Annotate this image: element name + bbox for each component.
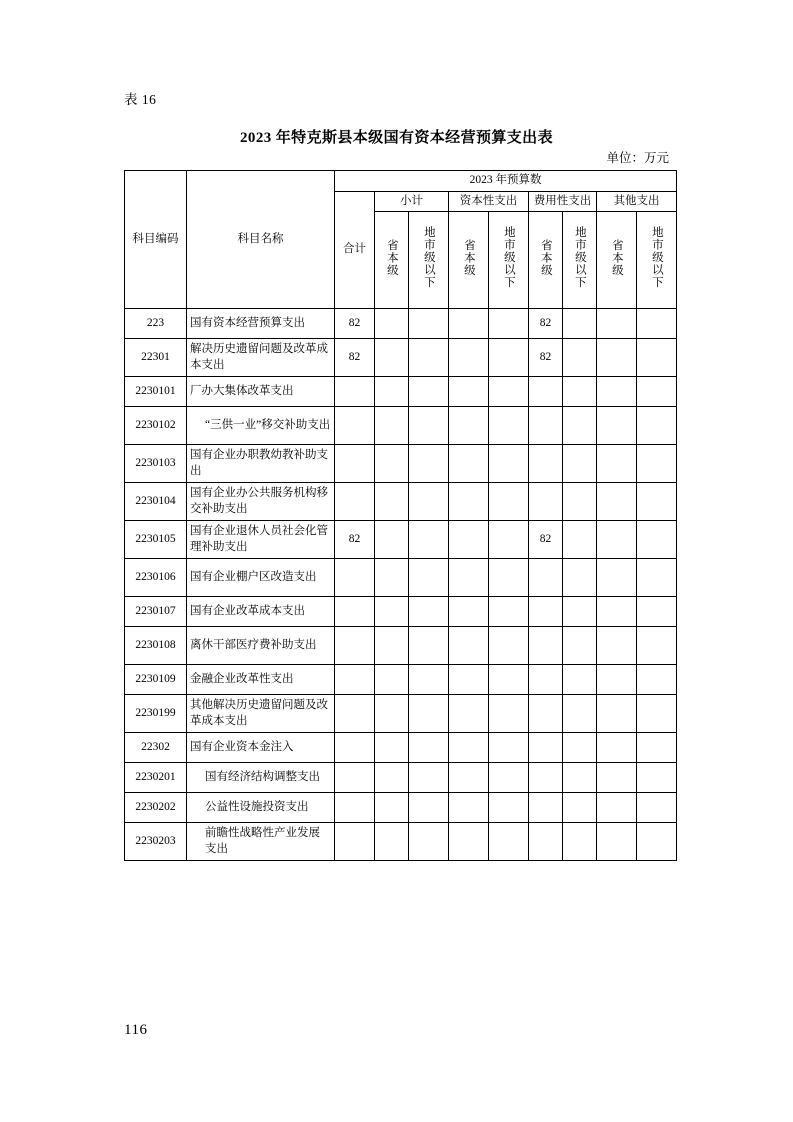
row-value-4: [529, 793, 563, 823]
row-value-4: [529, 695, 563, 733]
row-value-2: [449, 407, 489, 445]
row-value-7: [637, 793, 677, 823]
row-value-3: [489, 407, 529, 445]
row-value-4: [529, 627, 563, 665]
row-value-7: [637, 407, 677, 445]
row-name: 国有企业改革成本支出: [187, 597, 335, 627]
row-value-4: [529, 559, 563, 597]
row-value-2: [449, 445, 489, 483]
page-number: 116: [124, 1022, 148, 1038]
row-value-0: [375, 823, 409, 861]
row-name: 国有企业资本金注入: [187, 733, 335, 763]
row-value-1: [409, 733, 449, 763]
row-value-7: [637, 309, 677, 339]
row-value-2: [449, 597, 489, 627]
row-value-7: [637, 483, 677, 521]
row-value-2: [449, 823, 489, 861]
row-value-5: [563, 695, 597, 733]
row-value-3: [489, 339, 529, 377]
row-total: [335, 559, 375, 597]
row-value-4: [529, 445, 563, 483]
row-value-6: [597, 559, 637, 597]
header-sub-6: 省本级: [597, 212, 637, 309]
table-row: [125, 559, 677, 597]
row-value-2: [449, 483, 489, 521]
row-value-5: [563, 665, 597, 695]
row-value-3: [489, 483, 529, 521]
row-value-4: 82: [529, 521, 563, 559]
row-value-0: [375, 665, 409, 695]
row-value-2: [449, 733, 489, 763]
row-value-2: [449, 559, 489, 597]
row-code: 22302: [125, 733, 187, 763]
row-value-6: [597, 695, 637, 733]
row-value-2: [449, 377, 489, 407]
row-total: [335, 597, 375, 627]
row-value-1: [409, 445, 449, 483]
row-total: [335, 793, 375, 823]
row-total: [335, 483, 375, 521]
row-name: 国有企业办公共服务机构移交补助支出: [187, 483, 335, 521]
row-total: 82: [335, 309, 375, 339]
row-value-4: [529, 597, 563, 627]
row-value-5: [563, 445, 597, 483]
row-name: 解决历史遗留问题及改革成本支出: [187, 339, 335, 377]
row-value-0: [375, 695, 409, 733]
row-value-1: [409, 823, 449, 861]
header-sub-1: 地市级以下: [409, 212, 449, 309]
header-sub-4: 省本级: [529, 212, 563, 309]
row-value-1: [409, 665, 449, 695]
header-group-other: 其他支出: [597, 191, 677, 212]
row-value-5: [563, 309, 597, 339]
row-value-3: [489, 763, 529, 793]
row-name: 公益性设施投资支出: [187, 793, 335, 823]
row-name: 国有企业棚户区改造支出: [187, 559, 335, 597]
row-total: [335, 763, 375, 793]
table-row: [125, 339, 677, 377]
row-value-6: [597, 823, 637, 861]
row-total: [335, 823, 375, 861]
table-row: [125, 377, 677, 407]
row-value-7: [637, 823, 677, 861]
row-code: 2230201: [125, 763, 187, 793]
row-value-5: [563, 763, 597, 793]
table-row: [125, 733, 677, 763]
row-value-5: [563, 627, 597, 665]
row-code: 2230107: [125, 597, 187, 627]
row-name: 国有企业退休人员社会化管理补助支出: [187, 521, 335, 559]
row-total: [335, 407, 375, 445]
row-value-0: [375, 445, 409, 483]
row-code: 2230202: [125, 793, 187, 823]
row-value-3: [489, 793, 529, 823]
row-value-6: [597, 309, 637, 339]
row-value-3: [489, 521, 529, 559]
row-name: 国有企业办职教幼教补助支出: [187, 445, 335, 483]
row-value-7: [637, 627, 677, 665]
table-row: [125, 763, 677, 793]
budget-table: [124, 170, 677, 861]
row-value-0: [375, 559, 409, 597]
row-value-3: [489, 597, 529, 627]
row-name: 金融企业改革性支出: [187, 665, 335, 695]
row-code: 2230106: [125, 559, 187, 597]
row-value-6: [597, 763, 637, 793]
row-value-1: [409, 559, 449, 597]
row-value-6: [597, 407, 637, 445]
row-value-0: [375, 521, 409, 559]
row-value-1: [409, 309, 449, 339]
table-row: [125, 407, 677, 445]
row-value-5: [563, 597, 597, 627]
table-row: [125, 445, 677, 483]
row-name: 厂办大集体改革支出: [187, 377, 335, 407]
table-row: [125, 627, 677, 665]
row-value-0: [375, 793, 409, 823]
row-value-3: [489, 627, 529, 665]
row-code: 2230108: [125, 627, 187, 665]
table-row: [125, 483, 677, 521]
row-value-7: [637, 445, 677, 483]
row-total: [335, 377, 375, 407]
row-code: 223: [125, 309, 187, 339]
unit-label: 单位：万元: [606, 151, 669, 165]
row-value-3: [489, 695, 529, 733]
row-value-5: [563, 793, 597, 823]
row-value-3: [489, 445, 529, 483]
header-code: 科目编码: [125, 171, 187, 309]
row-value-3: [489, 559, 529, 597]
row-name: 前瞻性战略性产业发展支出: [187, 823, 335, 861]
row-code: 2230199: [125, 695, 187, 733]
row-value-5: [563, 559, 597, 597]
budget-table-body: [125, 309, 677, 861]
row-value-2: [449, 521, 489, 559]
row-value-1: [409, 339, 449, 377]
row-value-6: [597, 339, 637, 377]
row-code: 22301: [125, 339, 187, 377]
row-value-2: [449, 339, 489, 377]
row-value-1: [409, 763, 449, 793]
row-value-6: [597, 377, 637, 407]
row-value-3: [489, 309, 529, 339]
row-value-6: [597, 445, 637, 483]
row-value-6: [597, 793, 637, 823]
row-value-5: [563, 521, 597, 559]
row-name: 国有资本经营预算支出: [187, 309, 335, 339]
row-value-6: [597, 733, 637, 763]
row-value-7: [637, 597, 677, 627]
row-value-4: [529, 665, 563, 695]
header-sub-2: 省本级: [449, 212, 489, 309]
row-code: 2230203: [125, 823, 187, 861]
row-value-4: 82: [529, 339, 563, 377]
row-value-2: [449, 627, 489, 665]
row-value-1: [409, 597, 449, 627]
row-value-5: [563, 823, 597, 861]
table-row: [125, 695, 677, 733]
row-value-7: [637, 695, 677, 733]
row-value-5: [563, 377, 597, 407]
table-row: [125, 521, 677, 559]
row-value-0: [375, 483, 409, 521]
table-row: [125, 309, 677, 339]
row-value-0: [375, 377, 409, 407]
header-sub-7: 地市级以下: [637, 212, 677, 309]
header-group-capital: 资本性支出: [449, 191, 529, 212]
header-group-subtotal: 小计: [375, 191, 449, 212]
row-code: 2230104: [125, 483, 187, 521]
row-total: [335, 627, 375, 665]
row-value-0: [375, 733, 409, 763]
row-value-1: [409, 377, 449, 407]
row-value-4: [529, 483, 563, 521]
table-number: 表 16: [124, 92, 157, 107]
row-total: [335, 695, 375, 733]
row-value-0: [375, 407, 409, 445]
row-value-2: [449, 309, 489, 339]
row-value-7: [637, 339, 677, 377]
row-value-6: [597, 521, 637, 559]
table-row: [125, 823, 677, 861]
row-value-3: [489, 377, 529, 407]
row-value-0: [375, 627, 409, 665]
header-total: 合计: [335, 191, 375, 309]
row-value-4: [529, 823, 563, 861]
row-value-1: [409, 483, 449, 521]
row-value-5: [563, 733, 597, 763]
table-row: [125, 793, 677, 823]
row-value-6: [597, 665, 637, 695]
row-value-6: [597, 627, 637, 665]
row-value-5: [563, 339, 597, 377]
row-value-3: [489, 823, 529, 861]
row-value-0: [375, 763, 409, 793]
row-value-7: [637, 377, 677, 407]
page-title: 2023 年特克斯县本级国有资本经营预算支出表: [240, 130, 553, 146]
row-total: [335, 733, 375, 763]
header-name: 科目名称: [187, 171, 335, 309]
row-value-7: [637, 763, 677, 793]
row-code: 2230103: [125, 445, 187, 483]
row-name: 离休干部医疗费补助支出: [187, 627, 335, 665]
row-code: 2230101: [125, 377, 187, 407]
row-value-0: [375, 339, 409, 377]
table-row: [125, 597, 677, 627]
row-value-6: [597, 597, 637, 627]
row-value-4: 82: [529, 309, 563, 339]
row-total: 82: [335, 521, 375, 559]
row-value-7: [637, 665, 677, 695]
row-name: 国有经济结构调整支出: [187, 763, 335, 793]
row-value-1: [409, 407, 449, 445]
row-name: “三供一业”移交补助支出: [187, 407, 335, 445]
row-value-2: [449, 793, 489, 823]
row-value-7: [637, 521, 677, 559]
row-value-1: [409, 627, 449, 665]
row-value-2: [449, 665, 489, 695]
row-value-1: [409, 793, 449, 823]
row-value-7: [637, 559, 677, 597]
row-value-7: [637, 733, 677, 763]
row-value-5: [563, 407, 597, 445]
row-code: 2230109: [125, 665, 187, 695]
row-total: 82: [335, 339, 375, 377]
row-code: 2230102: [125, 407, 187, 445]
header-sub-0: 省本级: [375, 212, 409, 309]
row-value-1: [409, 521, 449, 559]
row-value-2: [449, 763, 489, 793]
row-value-2: [449, 695, 489, 733]
row-value-5: [563, 483, 597, 521]
row-value-1: [409, 695, 449, 733]
row-value-3: [489, 733, 529, 763]
row-value-4: [529, 377, 563, 407]
row-total: [335, 665, 375, 695]
header-sub-5: 地市级以下: [563, 212, 597, 309]
row-value-6: [597, 483, 637, 521]
row-value-3: [489, 665, 529, 695]
table-row: [125, 665, 677, 695]
row-value-4: [529, 763, 563, 793]
header-year-group: 2023 年预算数: [335, 171, 677, 192]
row-value-4: [529, 733, 563, 763]
row-value-0: [375, 597, 409, 627]
row-total: [335, 445, 375, 483]
row-value-0: [375, 309, 409, 339]
header-sub-3: 地市级以下: [489, 212, 529, 309]
row-value-4: [529, 407, 563, 445]
row-code: 2230105: [125, 521, 187, 559]
row-name: 其他解决历史遗留问题及改革成本支出: [187, 695, 335, 733]
header-group-expense: 费用性支出: [529, 191, 597, 212]
